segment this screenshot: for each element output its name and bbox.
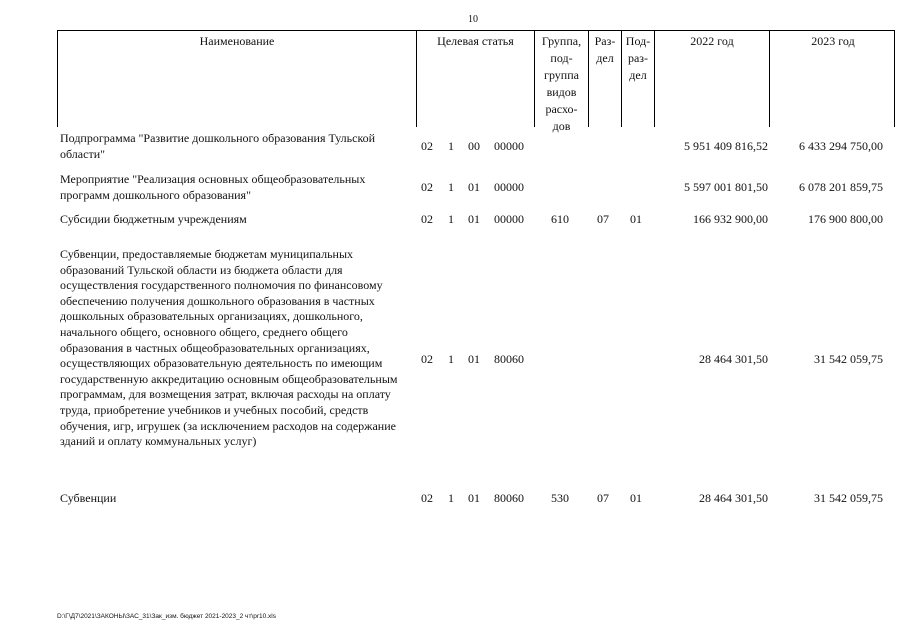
code-direction: 80060 bbox=[494, 352, 524, 366]
code-subprogram: 1 bbox=[448, 491, 454, 505]
code-measure: 01 bbox=[468, 491, 480, 505]
code-measure: 01 bbox=[468, 212, 480, 226]
code-direction: 00000 bbox=[494, 180, 524, 194]
expense-group: 530 bbox=[551, 491, 569, 505]
code-program: 02 bbox=[421, 212, 433, 226]
header-subsection: Под- раз- дел bbox=[622, 31, 655, 127]
value-2022: 166 932 900,00 bbox=[693, 212, 768, 226]
code-subprogram: 1 bbox=[448, 212, 454, 226]
value-2022: 5 597 001 801,50 bbox=[684, 180, 768, 194]
code-direction: 80060 bbox=[494, 491, 524, 505]
code-measure: 01 bbox=[468, 180, 480, 194]
header-year-2023: 2023 год bbox=[811, 34, 855, 48]
header-name: Наименование bbox=[58, 31, 417, 127]
header-expense-group: Группа, под- группа видов расхо- дов bbox=[535, 31, 589, 127]
row-name: Мероприятие "Реализация основных общеобразовательных программ дошкольного образования" bbox=[60, 172, 366, 202]
value-2022: 5 951 409 816,52 bbox=[684, 139, 768, 153]
value-2023: 176 900 800,00 bbox=[808, 212, 883, 226]
header-target-article: Целевая статья bbox=[417, 31, 535, 127]
code-program: 02 bbox=[421, 491, 433, 505]
code-measure: 00 bbox=[468, 139, 480, 153]
header-year-2022: 2022 год bbox=[655, 31, 770, 127]
footer-file-path: D:\Г\Д7\2021\ЗАКОНЫ\ЗАС_31\Зак_изм. бюджет 2021-2023_2 чт\pr10.xls bbox=[57, 613, 276, 620]
value-2023: 31 542 059,75 bbox=[814, 352, 883, 366]
value-2023: 6 433 294 750,00 bbox=[799, 139, 883, 153]
page-number: 10 bbox=[468, 14, 478, 25]
section: 07 bbox=[597, 491, 609, 505]
expense-group: 610 bbox=[551, 212, 569, 226]
code-direction: 00000 bbox=[494, 212, 524, 226]
value-2023: 31 542 059,75 bbox=[814, 491, 883, 505]
row-name: Субвенции bbox=[60, 491, 117, 505]
value-2023: 6 078 201 859,75 bbox=[799, 180, 883, 194]
code-program: 02 bbox=[421, 139, 433, 153]
code-measure: 01 bbox=[468, 352, 480, 366]
code-subprogram: 1 bbox=[448, 352, 454, 366]
code-program: 02 bbox=[421, 352, 433, 366]
section: 07 bbox=[597, 212, 609, 226]
code-program: 02 bbox=[421, 180, 433, 194]
table-header bbox=[57, 30, 895, 133]
subsection: 01 bbox=[630, 212, 642, 226]
header-section: Раз- дел bbox=[589, 31, 622, 127]
value-2022: 28 464 301,50 bbox=[699, 352, 768, 366]
row-name: Подпрограмма "Развитие дошкольного образования Тульской области" bbox=[60, 131, 376, 161]
code-subprogram: 1 bbox=[448, 180, 454, 194]
row-name: Субсидии бюджетным учреждениям bbox=[60, 212, 247, 226]
row-name: Субвенции, предоставляемые бюджетам муниципальных образований Тульской области из бюджета области для осуществления государственного полномочия по финансовому обеспечению получения дошкольного образования в частных дошкольных образовательных организациях, дошкольного, начального общего, основного общего, среднего общего образования в частных общеобразовательных организациях, осуществляющих образовательную деятельность по имеющим государственную аккредитацию основным общеобразовательным программам, для возмещения затрат, включая расходы на оплату труда, приобретение учебников и учебных пособий, средств обучения, игр, игрушек (за исключением расходов на содержание зданий и оплату коммунальных услуг) bbox=[60, 247, 398, 449]
code-subprogram: 1 bbox=[448, 139, 454, 153]
subsection: 01 bbox=[630, 491, 642, 505]
value-2022: 28 464 301,50 bbox=[699, 491, 768, 505]
code-direction: 00000 bbox=[494, 139, 524, 153]
